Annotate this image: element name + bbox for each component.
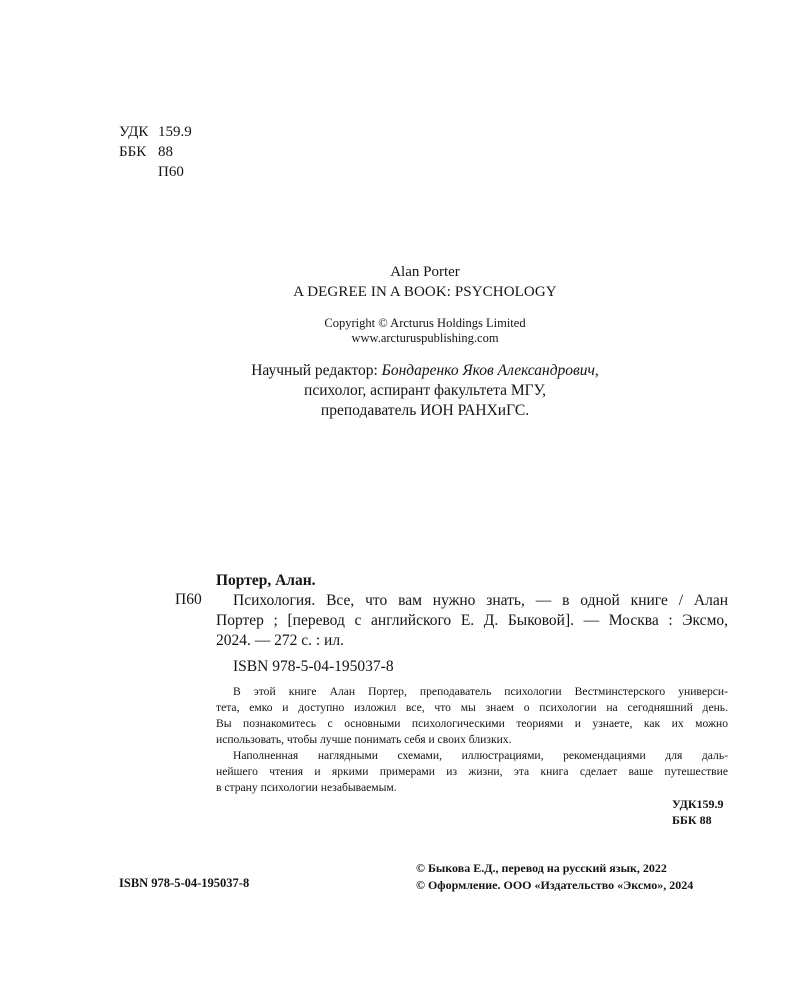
bbk-code: ББК 88	[672, 813, 712, 827]
annotation-line: Наполненная наглядными схемами, иллюстрациями, рекомендациями для даль-	[233, 749, 728, 762]
editor-label: Научный редактор:	[251, 362, 378, 379]
editor-line-3: преподаватель ИОН РАНХиГС.	[320, 402, 530, 419]
annotation-line: тета, емко и доступно изложил все, что мы знаем о психологии на сегодняшний день.	[216, 701, 728, 714]
copyright-line: Copyright © Arcturus Holdings Limited	[324, 316, 526, 330]
record-author-heading: Портер, Алан.	[216, 572, 316, 589]
bibliographic-record	[216, 591, 728, 651]
editor-line-1	[0, 361, 800, 381]
copyright-translation: © Быкова Е.Д., перевод на русский язык, 2022	[416, 861, 667, 875]
classification-codes	[119, 122, 192, 182]
copyright-design: © Оформление. ООО «Издательство «Эксмо», 2024	[416, 878, 694, 892]
record-line-3: 2024. — 272 с. : ил.	[216, 632, 344, 649]
original-author: Alan Porter	[390, 264, 460, 280]
author-sign-row	[119, 162, 192, 182]
annotation-line: нейшего чтения и яркими примерами из жизни, эта книга сделает ваше путешествие	[216, 765, 728, 778]
bbk-value: 88	[158, 144, 173, 160]
udc-label: УДК	[119, 124, 149, 140]
record-line-1: Психология. Все, что вам нужно знать, — в одной книге / Алан	[233, 592, 728, 609]
annotation-paragraph-2	[216, 748, 728, 796]
classification-codes-bottom	[672, 796, 724, 828]
record-author-sign: П60	[175, 591, 202, 608]
bbk-row	[119, 142, 192, 162]
udc-value: 159.9	[158, 124, 192, 140]
record-line-2: Портер ; [перевод с английского Е. Д. Быковой]. — Москва : Эксмо,	[216, 612, 728, 629]
annotation-line: Вы познакомитесь с основными психологическими теориями и узнаете, как их можно	[216, 717, 728, 730]
annotation-line: В этой книге Алан Портер, преподаватель психологии Вестминстерского универси-	[233, 685, 728, 698]
annotation	[216, 684, 728, 796]
original-copyright	[0, 316, 800, 346]
record-isbn: ISBN 978-5-04-195037-8	[233, 658, 394, 675]
scientific-editor	[0, 361, 800, 421]
annotation-paragraph-1	[216, 684, 728, 748]
author-sign: П60	[158, 164, 184, 180]
original-title: A DEGREE IN A BOOK: PSYCHOLOGY	[293, 284, 557, 300]
annotation-line: в страну психологии незабываемым.	[216, 781, 397, 794]
publisher-website: www.arcturuspublishing.com	[351, 331, 499, 345]
annotation-line: использовать, чтобы лучше понимать себя и своих близких.	[216, 733, 512, 746]
editor-line-2: психолог, аспирант факультета МГУ,	[304, 382, 546, 399]
udc-row	[119, 122, 192, 142]
udc-code: УДК159.9	[672, 797, 724, 811]
footer-isbn: ISBN 978-5-04-195037-8	[119, 876, 250, 890]
bbk-label: ББК	[119, 144, 147, 160]
footer-copyrights	[416, 860, 693, 894]
editor-name: Бондаренко Яков Александрович,	[381, 362, 599, 379]
